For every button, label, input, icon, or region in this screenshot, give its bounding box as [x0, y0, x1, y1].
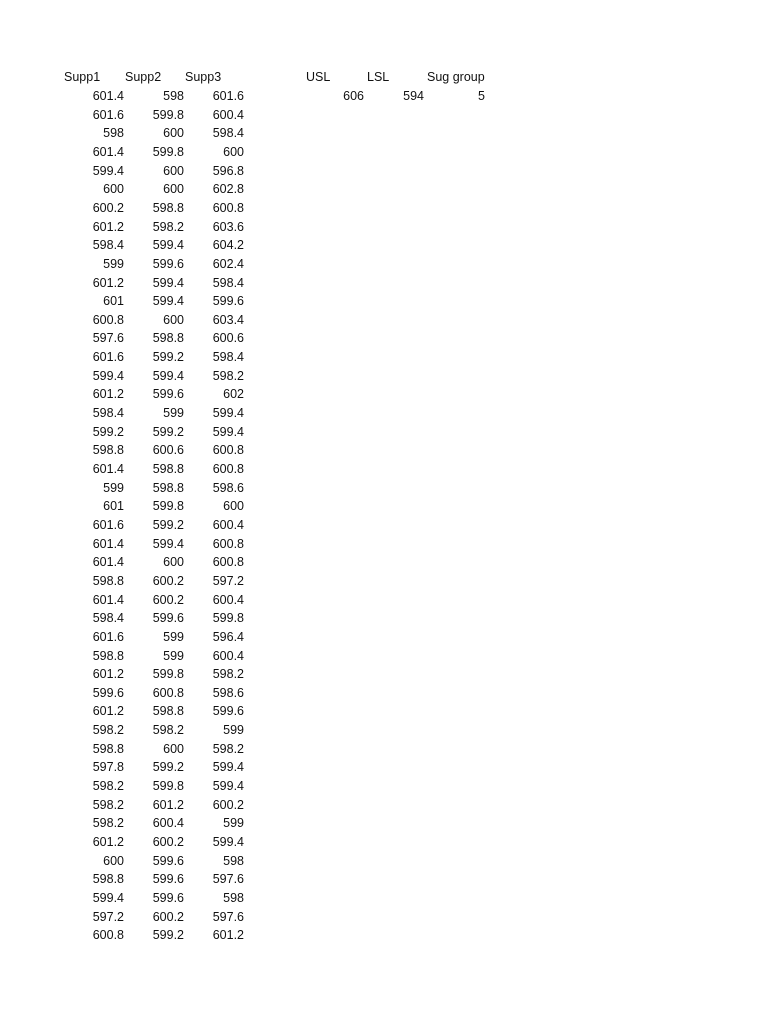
supp3-cell[interactable]: 596.8: [212, 163, 244, 178]
supp2-cell[interactable]: 599.2: [152, 517, 184, 532]
sug-group-value[interactable]: 5: [478, 89, 485, 103]
supp2-cell[interactable]: 600: [163, 312, 184, 327]
supp2-cell[interactable]: 600: [163, 182, 184, 197]
supp2-cell[interactable]: 599.8: [152, 667, 184, 682]
supp1-cell[interactable]: 601.2: [92, 835, 124, 849]
supp1-cell[interactable]: 600: [103, 182, 124, 197]
supp2-cell[interactable]: 600: [163, 741, 184, 756]
supp1-cell[interactable]: 598.4: [92, 238, 124, 253]
supp3-cell[interactable]: 604.2: [212, 238, 244, 253]
supp1-cell[interactable]: 598.8: [92, 573, 124, 588]
supp3-cell[interactable]: 602.8: [212, 182, 244, 197]
supp2-cell[interactable]: 599.4: [152, 368, 184, 383]
supp2-cell[interactable]: 600: [163, 163, 184, 178]
header-usl[interactable]: USL: [306, 70, 331, 84]
supp3-cell[interactable]: 597.2: [212, 573, 244, 588]
supp3-cell[interactable]: 597.6: [212, 909, 244, 924]
supp2-cell[interactable]: 600.4: [152, 816, 184, 831]
supp2-cell[interactable]: 598.2: [152, 219, 184, 234]
supp1-cell[interactable]: 601: [103, 294, 124, 309]
supp3-cell[interactable]: 602.4: [212, 256, 244, 271]
supp1-cell[interactable]: 599.6: [92, 685, 124, 700]
supp1-cell[interactable]: 598.4: [92, 406, 124, 421]
supp1-cell[interactable]: 601.4: [92, 144, 124, 159]
supp3-cell[interactable]: 603.6: [212, 219, 244, 234]
supp3-cell[interactable]: 599.4: [212, 779, 244, 794]
usl-value[interactable]: 606: [343, 89, 364, 103]
supp2-cell[interactable]: 599.6: [152, 853, 184, 868]
supp2-cell[interactable]: 599: [163, 648, 184, 663]
supp1-cell[interactable]: 601.2: [92, 387, 124, 402]
supp3-cell[interactable]: 599.4: [212, 760, 244, 775]
supp1-cell[interactable]: 601.4: [92, 555, 124, 570]
supp1-cell[interactable]: 601.4: [92, 536, 124, 551]
supp3-cell[interactable]: 599.8: [212, 611, 244, 626]
supp3-cell[interactable]: 598.4: [212, 126, 244, 141]
supp1-cell[interactable]: 598.2: [92, 816, 124, 831]
supp1-cell[interactable]: 601.2: [92, 275, 124, 290]
supp3-cell[interactable]: 599.6: [212, 294, 244, 309]
supp2-cell[interactable]: 599: [163, 406, 184, 421]
supp1-cell[interactable]: 601.2: [92, 667, 124, 682]
supp1-cell[interactable]: 601.4: [92, 462, 124, 476]
supp1-cell[interactable]: 601.6: [92, 517, 124, 532]
supp2-cell[interactable]: 598.8: [152, 480, 184, 495]
supp1-cell[interactable]: 599.2: [92, 424, 124, 439]
supp1-cell[interactable]: 601.6: [92, 629, 124, 644]
supp3-cell[interactable]: 600.4: [212, 517, 244, 532]
supp2-cell[interactable]: 599.2: [152, 350, 184, 365]
supp2-cell[interactable]: 599.6: [152, 387, 184, 402]
supp2-cell[interactable]: 599.8: [152, 499, 184, 514]
supp1-cell[interactable]: 599.4: [92, 890, 124, 905]
supp1-cell[interactable]: 598.8: [92, 872, 124, 887]
supp1-cell[interactable]: 601.2: [92, 704, 124, 719]
supp3-cell[interactable]: 598.2: [212, 368, 244, 383]
header-supp1[interactable]: Supp1: [64, 70, 101, 84]
supp3-cell[interactable]: 598.2: [212, 741, 244, 756]
supp1-cell[interactable]: 598.2: [92, 723, 124, 738]
supp3-cell[interactable]: 598: [223, 853, 244, 868]
supp3-cell[interactable]: 599.4: [212, 424, 244, 439]
supp2-cell[interactable]: 599.4: [152, 275, 184, 290]
supp2-cell[interactable]: 599: [163, 629, 184, 644]
supp3-cell[interactable]: 600: [223, 144, 244, 159]
supp2-cell[interactable]: 600.2: [152, 592, 184, 607]
supp2-cell[interactable]: 600.2: [152, 909, 184, 924]
supp1-cell[interactable]: 601.4: [92, 592, 124, 607]
supp2-cell[interactable]: 600.6: [152, 443, 184, 458]
supp3-cell[interactable]: 598.4: [212, 275, 244, 290]
supp1-cell[interactable]: 597.8: [92, 760, 124, 775]
supp1-cell[interactable]: 599: [103, 256, 124, 271]
supp2-cell[interactable]: 599.4: [152, 536, 184, 551]
supp3-cell[interactable]: 600.8: [212, 200, 244, 215]
header-supp3[interactable]: Supp3: [185, 70, 222, 84]
supp3-cell[interactable]: 600.4: [212, 648, 244, 663]
supp2-cell[interactable]: 600.8: [152, 685, 184, 700]
supp1-cell[interactable]: 599: [103, 480, 124, 495]
supp2-cell[interactable]: 599.6: [152, 872, 184, 887]
supp3-cell[interactable]: 601.2: [212, 928, 244, 943]
supp1-cell[interactable]: 601.2: [92, 219, 124, 234]
header-supp2[interactable]: Supp2: [125, 70, 162, 84]
supp3-cell[interactable]: 600.8: [212, 462, 244, 476]
supp2-cell[interactable]: 599.4: [152, 294, 184, 309]
supp1-cell[interactable]: 597.2: [92, 909, 124, 924]
supp3-cell[interactable]: 600.4: [212, 107, 244, 122]
supp2-cell[interactable]: 601.2: [152, 797, 184, 812]
supp3-cell[interactable]: 598.2: [212, 667, 244, 682]
lsl-value[interactable]: 594: [403, 89, 424, 103]
supp1-cell[interactable]: 600.8: [92, 928, 124, 943]
supp3-cell[interactable]: 598: [223, 890, 244, 905]
supp2-cell[interactable]: 599.2: [152, 760, 184, 775]
supp1-cell[interactable]: 598.2: [92, 797, 124, 812]
supp1-cell[interactable]: 598.8: [92, 741, 124, 756]
supp1-cell[interactable]: 598.8: [92, 648, 124, 663]
supp2-cell[interactable]: 600.2: [152, 835, 184, 849]
supp2-cell[interactable]: 598.2: [152, 723, 184, 738]
supp1-cell[interactable]: 599.4: [92, 368, 124, 383]
supp1-cell[interactable]: 601.4: [92, 89, 124, 103]
supp1-cell[interactable]: 598.4: [92, 611, 124, 626]
supp2-cell[interactable]: 600: [163, 126, 184, 141]
supp2-cell[interactable]: 599.4: [152, 238, 184, 253]
supp2-cell[interactable]: 599.8: [152, 107, 184, 122]
supp3-cell[interactable]: 600.4: [212, 592, 244, 607]
supp1-cell[interactable]: 598: [103, 126, 124, 141]
supp3-cell[interactable]: 596.4: [212, 629, 244, 644]
supp2-cell[interactable]: 600: [163, 555, 184, 570]
supp2-cell[interactable]: 599.6: [152, 611, 184, 626]
supp2-cell[interactable]: 598.8: [152, 331, 184, 346]
supp2-cell[interactable]: 599.8: [152, 779, 184, 794]
supp2-cell[interactable]: 599.8: [152, 144, 184, 159]
supp2-cell[interactable]: 599.2: [152, 928, 184, 943]
supp1-cell[interactable]: 600: [103, 853, 124, 868]
supp2-cell[interactable]: 600.2: [152, 573, 184, 588]
supp1-cell[interactable]: 601: [103, 499, 124, 514]
supp3-cell[interactable]: 600.8: [212, 443, 244, 458]
supp3-cell[interactable]: 598.4: [212, 350, 244, 365]
supp3-cell[interactable]: 599: [223, 816, 244, 831]
supp2-cell[interactable]: 598.8: [152, 704, 184, 719]
supp3-cell[interactable]: 599.4: [212, 406, 244, 421]
supp1-cell[interactable]: 598.8: [92, 443, 124, 458]
supp3-cell[interactable]: 598.6: [212, 480, 244, 495]
supp3-cell[interactable]: 599.6: [212, 704, 244, 719]
supp3-cell[interactable]: 597.6: [212, 872, 244, 887]
header-lsl[interactable]: LSL: [367, 70, 390, 84]
supp1-cell[interactable]: 597.6: [92, 331, 124, 346]
supp1-cell[interactable]: 599.4: [92, 163, 124, 178]
supp2-cell[interactable]: 598.8: [152, 200, 184, 215]
supp1-cell[interactable]: 601.6: [92, 350, 124, 365]
supp3-cell[interactable]: 598.6: [212, 685, 244, 700]
supp3-cell[interactable]: 602: [223, 387, 244, 402]
supp3-cell[interactable]: 600.8: [212, 555, 244, 570]
supp3-cell[interactable]: 600.2: [212, 797, 244, 812]
supp3-cell[interactable]: 600.6: [212, 331, 244, 346]
supp3-cell[interactable]: 600.8: [212, 536, 244, 551]
supp3-cell[interactable]: 599.4: [212, 835, 244, 849]
supp1-cell[interactable]: 601.6: [92, 107, 124, 122]
supp2-cell[interactable]: 598: [163, 89, 184, 103]
supp1-cell[interactable]: 600.2: [92, 200, 124, 215]
header-sug-group[interactable]: Sug group: [427, 70, 485, 84]
supp2-cell[interactable]: 598.8: [152, 462, 184, 476]
supp2-cell[interactable]: 599.6: [152, 256, 184, 271]
supp3-cell[interactable]: 599: [223, 723, 244, 738]
supp3-cell[interactable]: 603.4: [212, 312, 244, 327]
supp1-cell[interactable]: 600.8: [92, 312, 124, 327]
supp1-cell[interactable]: 598.2: [92, 779, 124, 794]
supp2-cell[interactable]: 599.2: [152, 424, 184, 439]
supp3-cell[interactable]: 601.6: [212, 89, 244, 103]
supp3-cell[interactable]: 600: [223, 499, 244, 514]
supp2-cell[interactable]: 599.6: [152, 890, 184, 905]
